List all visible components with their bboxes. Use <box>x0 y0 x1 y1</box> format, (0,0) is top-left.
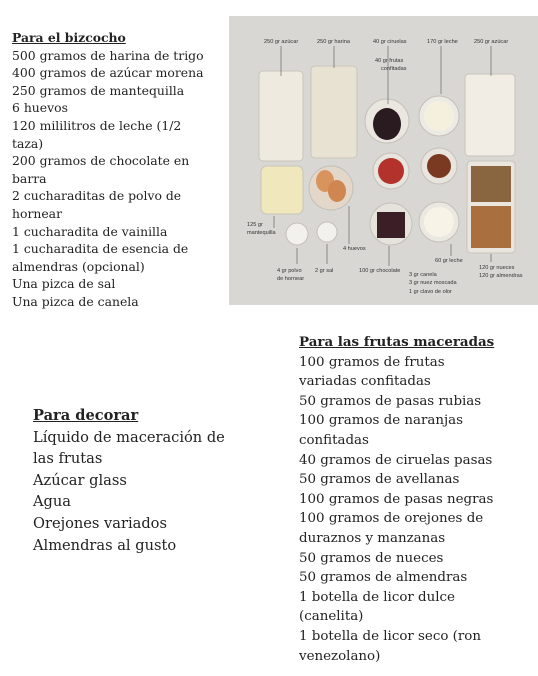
frutas-line: 100 gramos de frutas <box>299 354 445 370</box>
label-sal: 2 gr sal <box>315 268 334 274</box>
label-harina: 250 gr harina <box>317 39 350 45</box>
decorar-line: Almendras al gusto <box>33 536 177 554</box>
bizcocho-line: 500 gramos de harina de trigo <box>12 47 204 63</box>
frutas-line: 100 gramos de naranjas <box>299 413 464 429</box>
decorar-section <box>33 405 233 556</box>
label-nueces: 120 gr nueces <box>479 265 515 271</box>
label-almendras: 120 gr almendras <box>479 273 523 279</box>
label-chocolate: 100 gr chocolate <box>359 268 401 274</box>
frutas-line: variadas confitadas <box>299 374 431 390</box>
label-nuez: 3 gr nuez moscada <box>409 280 457 286</box>
label-azucar-right: 250 gr azúcar <box>474 39 509 45</box>
label-mantequilla-b: mantequilla <box>247 230 276 236</box>
label-polvo-a: 4 gr polvo <box>277 268 302 274</box>
frutas-line: 100 gramos de orejones de <box>299 511 484 527</box>
bizcocho-line: 400 gramos de azúcar morena <box>12 65 204 81</box>
ingredients-photo <box>229 16 538 305</box>
bizcocho-line: Una pizca de canela <box>12 293 139 309</box>
decorar-line: Azúcar glass <box>33 471 127 489</box>
decorar-line: Orejones variados <box>33 514 167 532</box>
frutas-line: confitadas <box>299 432 369 448</box>
label-clavo: 1 gr clavo de olor <box>409 289 452 295</box>
frutas-list <box>299 353 504 667</box>
bizcocho-section <box>12 29 212 311</box>
decorar-line: las frutas <box>33 450 103 468</box>
frutas-line: (canelita) <box>299 609 364 625</box>
bizcocho-line: 1 cucharadita de vainilla <box>12 223 168 239</box>
bizcocho-line: 200 gramos de chocolate en <box>12 153 190 169</box>
frutas-line: 100 gramos de pasas negras <box>299 491 494 507</box>
bizcocho-line: 250 gramos de mantequilla <box>12 82 185 98</box>
frutas-line: venezolano) <box>299 648 381 664</box>
label-confitadas: confitadas <box>381 66 407 72</box>
bizcocho-heading: Para el bizcocho <box>12 30 126 45</box>
frutas-line: 50 gramos de pasas rubias <box>299 393 482 409</box>
label-canela: 3 gr canela <box>409 272 437 278</box>
frutas-line: 50 gramos de almendras <box>299 570 468 586</box>
label-polvo-b: de hornear <box>277 276 305 282</box>
frutas-line: 50 gramos de nueces <box>299 550 444 566</box>
bizcocho-line: 6 huevos <box>12 100 68 116</box>
bizcocho-line: barra <box>12 170 47 186</box>
bizcocho-line: hornear <box>12 205 62 221</box>
frutas-line: 40 gramos de ciruelas pasas <box>299 452 493 468</box>
bizcocho-line: 120 mililitros de leche (1/2 taza) <box>12 117 182 151</box>
decorar-line: Agua <box>33 493 71 511</box>
decorar-line: Líquido de maceración de <box>33 428 225 446</box>
bizcocho-list <box>12 47 212 311</box>
frutas-heading: Para las frutas maceradas <box>299 334 495 350</box>
frutas-line: duraznos y manzanas <box>299 530 446 546</box>
frutas-line: 50 gramos de avellanas <box>299 472 460 488</box>
label-leche-bottom: 60 gr leche <box>435 258 463 264</box>
label-huevos: 4 huevos <box>343 246 366 252</box>
bizcocho-line: Una pizca de sal <box>12 276 116 292</box>
ingredients-photo-svg <box>229 16 538 305</box>
bizcocho-line: 2 cucharaditas de polvo de <box>12 188 182 204</box>
label-mantequilla-a: 125 gr <box>247 222 263 228</box>
frutas-line: 1 botella de licor dulce <box>299 589 455 605</box>
frutas-section <box>299 333 504 666</box>
bizcocho-line: 1 cucharadita de esencia de <box>12 241 189 257</box>
frutas-line: 1 botella de licor seco (ron <box>299 628 481 644</box>
decorar-heading: Para decorar <box>33 407 139 424</box>
label-frutas: 40 gr frutas <box>375 58 404 64</box>
label-leche-top: 170 gr leche <box>427 39 458 45</box>
bizcocho-line: almendras (opcional) <box>12 258 145 274</box>
decorar-list <box>33 427 233 557</box>
label-ciruelas: 40 gr ciruelas <box>373 39 407 45</box>
label-azucar-top: 250 gr azúcar <box>264 39 299 45</box>
